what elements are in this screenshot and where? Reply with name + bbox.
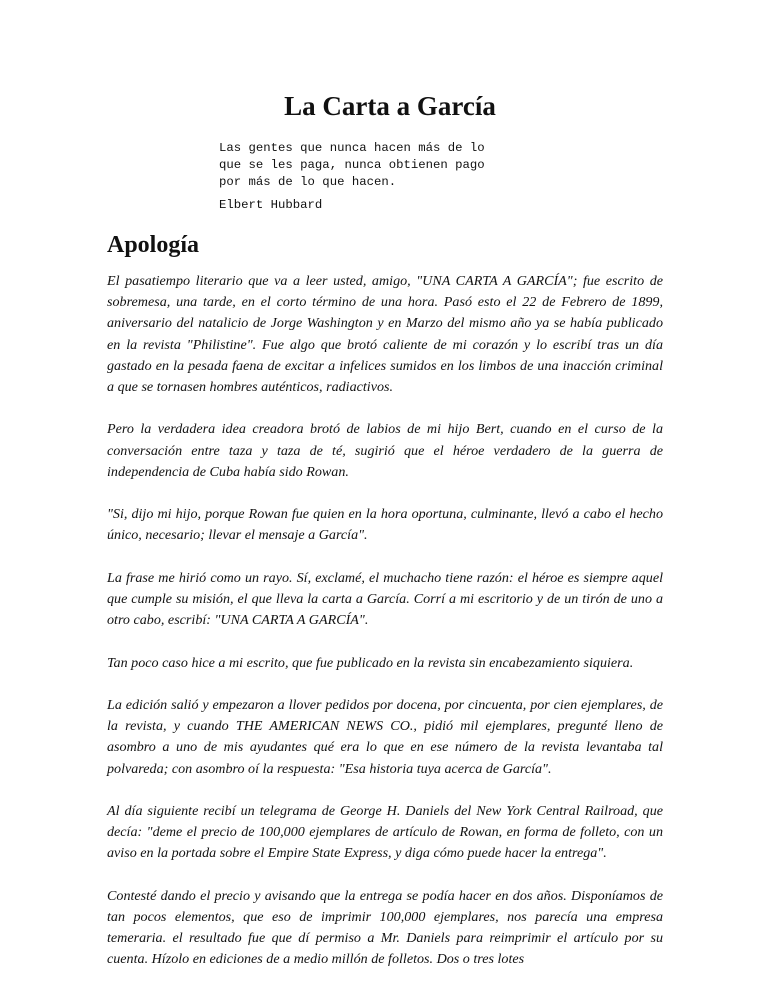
paragraph: La frase me hirió como un rayo. Sí, exclamé, el muchacho tiene razón: el héroe es siempre aquel que cumple su misión, el que lleva la carta a García. Corrí a mi escritorio y de un tirón de uno a otro cabo, escribí: "UNA CARTA A GARCÍA". — [107, 569, 663, 629]
paragraph: Contesté dando el precio y avisando que la entrega se podía hacer en dos años. Disponíamos de tan pocos elementos, que eso de imprimir 100,000 ejemplares, nos parecía una empresa temeraria. el resultado fue que dí permiso a Mr. Daniels para reimprimir el artículo por su cuenta. Hízolo en ediciones de a medio millón de folletos. Dos o tres lotes — [107, 887, 663, 968]
paragraph: Pero la verdadera idea creadora brotó de labios de mi hijo Bert, cuando en el curso de la conversación entre taza y taza de té, sugirió que el héroe verdadero de la guerra de independencia de Cuba había sido Rowan. — [107, 421, 663, 480]
section-heading: Apología — [107, 232, 200, 258]
paragraph: La edición salió y empezaron a llover pedidos por docena, por cincuenta, por cien ejemplares, de la revista, y cuando THE AMERICAN NEWS CO., pidió mil ejemplares, pregunté lleno de asombro a uno de mis ayudantes qué era lo que en ese número de la revista levantaba tal polvareda; con asombro oí la respuesta: "Esa historia tuya acerca de García". — [107, 696, 663, 777]
epigraph-line: Las gentes que nunca hacen más de lo — [219, 141, 485, 155]
paragraph: "Si, dijo mi hijo, porque Rowan fue quien en la hora oportuna, culminante, llevó a cabo el hecho único, necesario; llevar el mensaje a García". — [107, 506, 663, 544]
body-text — [107, 271, 663, 992]
document-title — [0, 90, 768, 122]
document-title-text: La Carta a García — [284, 91, 496, 121]
paragraph: Tan poco caso hice a mi escrito, que fue publicado en la revista sin encabezamiento siquiera. — [107, 654, 634, 671]
epigraph-line: que se les paga, nunca obtienen pago — [219, 158, 485, 172]
epigraph-line: por más de lo que hacen. — [219, 175, 397, 189]
epigraph — [219, 140, 639, 191]
epigraph-author: Elbert Hubbard — [219, 198, 323, 212]
paragraph: El pasatiempo literario que va a leer usted, amigo, "UNA CARTA A GARCÍA"; fue escrito de sobremesa, una tarde, en el corto término de una hora. Pasó esto el 22 de Febrero de 1899, aniversario del natalicio de Jorge Washington y en Marzo del mismo año ya se había publicado en la revista "Philistine". Fue algo que brotó caliente de mi corazón y lo escribí tras un día gastado en la pesada faena de excitar a infelices sumidos en los limbos de una inacción criminal a que se tornasen hombres auténticos, radiactivos. — [107, 273, 663, 396]
paragraph: Al día siguiente recibí un telegrama de George H. Daniels del New York Central Railroad, que decía: "deme el precio de 100,000 ejemplares de artículo de Rowan, en forma de folleto, con un aviso en la portada sobre el Empire State Express, y diga cómo puede hacer la entrega". — [107, 802, 663, 862]
